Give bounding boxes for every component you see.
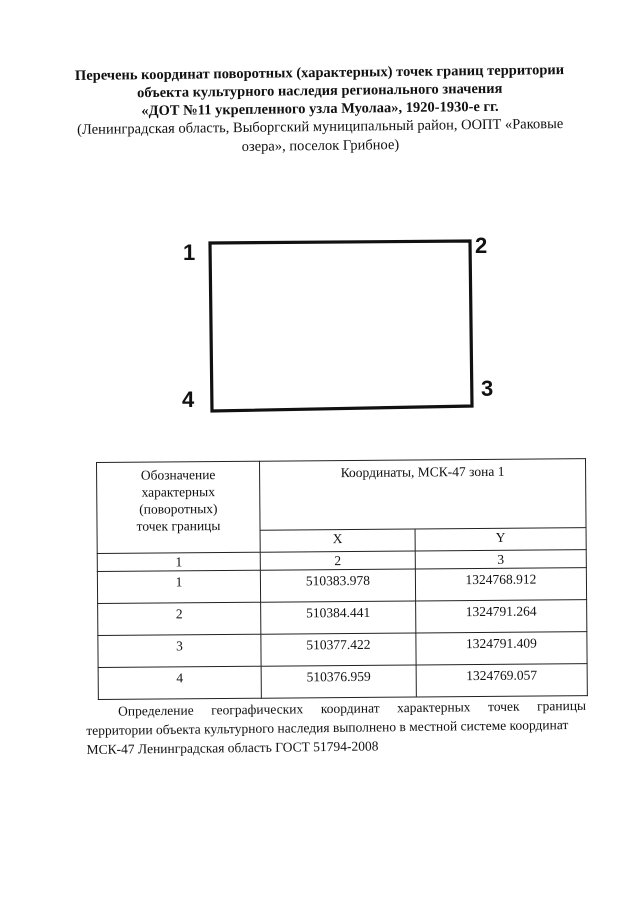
note-word: Определение: [118, 702, 194, 719]
table-row: [98, 664, 587, 700]
header-y: Y: [415, 528, 586, 551]
point-number: 4: [98, 666, 261, 699]
column-number: 3: [415, 550, 586, 569]
coordinates-table-wrap: [96, 458, 584, 700]
header-coordinates: Координаты, МСК-47 зона 1: [259, 459, 586, 531]
y-value: 1324769.057: [416, 664, 587, 697]
table-row: [98, 600, 587, 636]
header-left-line: точек границы: [136, 518, 221, 534]
note-word: характерных: [397, 699, 471, 716]
header-left-line: Обозначение: [140, 467, 216, 483]
note-line-2: территории объекта культурного наследия выполнено в местной системе координат: [86, 717, 569, 738]
corner-label-3: 3: [481, 376, 494, 401]
title-line-1: Перечень координат поворотных (характерных) точек границ территории: [74, 62, 565, 84]
y-value: 1324768.912: [415, 568, 586, 601]
table-row: [98, 632, 587, 668]
note-word: координат: [320, 700, 380, 717]
point-number: 1: [97, 570, 260, 603]
corner-label-4: 4: [182, 387, 195, 412]
corner-label-1: 1: [183, 240, 196, 265]
column-number: 2: [260, 551, 415, 570]
note-word: границы: [536, 697, 587, 714]
x-value: 510377.422: [261, 633, 416, 666]
boundary-diagram: [170, 228, 500, 418]
y-value: 1324791.264: [416, 600, 587, 633]
coordinates-table: [96, 458, 588, 700]
boundary-rectangle-svg: [170, 228, 500, 418]
note-line-3: МСК-47 Ленинградская область ГОСТ 51794-2008: [86, 738, 379, 757]
note-word: точек: [487, 698, 520, 715]
header-x: X: [260, 529, 415, 552]
x-value: 510376.959: [261, 665, 416, 698]
boundary-rectangle: [210, 241, 472, 411]
corner-label-2: 2: [475, 233, 488, 258]
note-word: географических: [211, 701, 304, 718]
subtitle-line-2: озера», поселок Грибное): [241, 137, 400, 155]
y-value: 1324791.409: [416, 632, 587, 665]
header-point-designation: [97, 461, 261, 553]
subtitle-line-1: (Ленинградская область, Выборгский муниципальный район, ООПТ «Раковые: [77, 116, 564, 138]
header-left-line: характерных: [141, 484, 215, 500]
x-value: 510383.978: [260, 569, 415, 602]
title-line-2: объекта культурного наследия регионального значения: [137, 80, 503, 102]
point-number: 3: [98, 634, 261, 667]
x-value: 510384.441: [261, 601, 416, 634]
column-number: 1: [97, 552, 260, 571]
header-left-line: (поворотных): [139, 501, 218, 517]
table-row: [97, 568, 586, 604]
point-number: 2: [98, 602, 261, 635]
coordinate-system-note: [86, 696, 587, 759]
title-line-3: «ДОТ №11 укрепленного узла Муолаа», 1920-1930-е гг.: [141, 98, 499, 120]
document-title: [69, 61, 570, 159]
